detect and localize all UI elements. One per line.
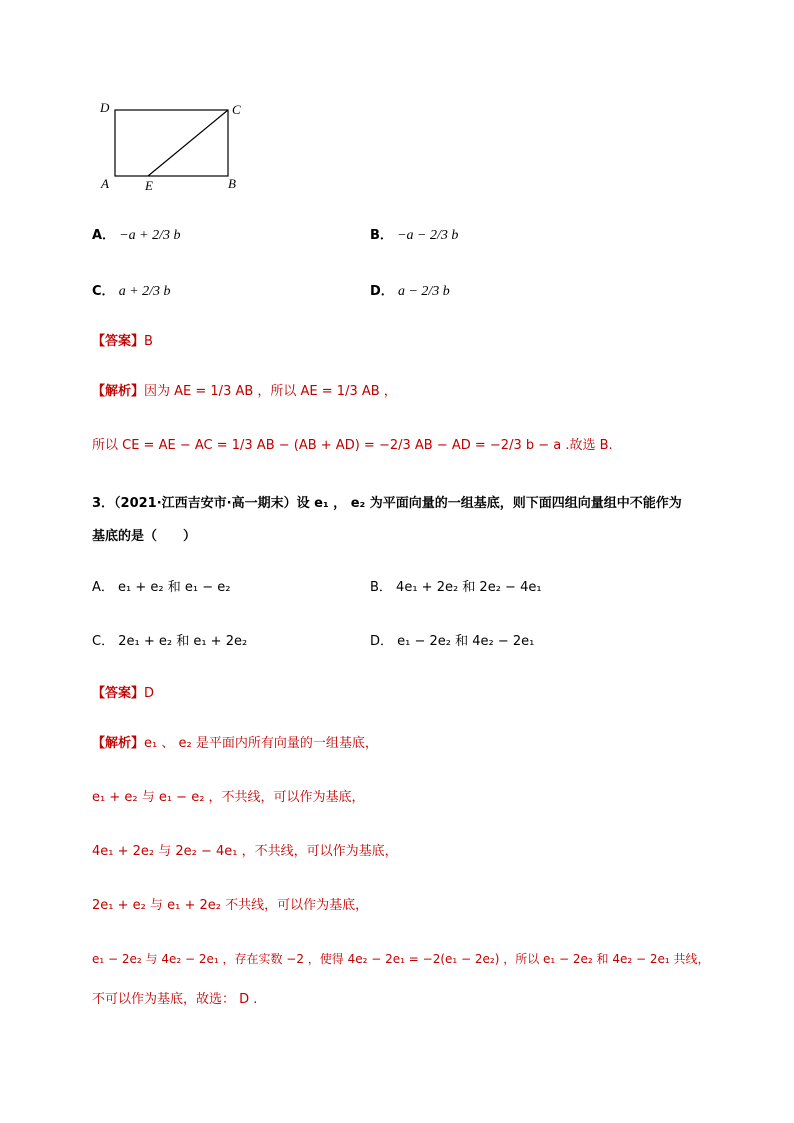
label-d: D (100, 100, 110, 115)
q2-option-d-label: D． (370, 284, 394, 299)
q2-option-a (92, 224, 181, 244)
label-a: A (101, 176, 109, 191)
rectangle-figure (95, 98, 255, 198)
q3-option-a: A． e₁ + e₂ 和 e₁ − e₂ (92, 580, 231, 595)
q3-option-b: B． 4e₁ + 2e₂ 和 2e₂ − 4e₁ (370, 580, 542, 595)
q2-option-a-expr: −a + 2/3 b (119, 228, 181, 243)
q3-option-d: D． e₁ − 2e₂ 和 4e₂ − 2e₁ (370, 634, 535, 649)
rectangle-abcd (115, 110, 228, 176)
q3-answer-value: D (144, 686, 155, 701)
q2-option-a-label: A． (92, 228, 116, 243)
q2-answer (92, 330, 153, 349)
segment-ec (148, 110, 228, 176)
q3-analysis-line6: 不可以作为基底，故选： D . (92, 992, 258, 1007)
q3-analysis-text1: e₁ 、 e₂ 是平面内所有向量的一组基底， (144, 736, 378, 751)
q2-option-b-label: B． (370, 228, 393, 243)
q3-answer (92, 682, 154, 701)
q2-option-b (370, 224, 458, 244)
q3-analysis-line3: 4e₁ + 2e₂ 与 2e₂ − 4e₁ ，不共线，可以作为基底， (92, 844, 398, 859)
q3-analysis-line4: 2e₁ + e₂ 与 e₁ + 2e₂ 不共线，可以作为基底， (92, 898, 369, 913)
label-c: C (232, 102, 241, 117)
q2-answer-tag: 【答案】 (92, 334, 145, 349)
q2-option-d-expr: a − 2/3 b (397, 284, 450, 299)
q3-answer-tag: 【答案】 (92, 686, 145, 701)
q2-analysis-line1 (92, 380, 397, 399)
q2-analysis-line2: 所以 CE = AE − AC = 1/3 AB − (AB + AD) = −2/3 AB − AD = −2/3 b − a .故选 B. (92, 438, 613, 453)
q3-stem-line2: 基底的是（ ） (92, 529, 197, 544)
label-e: E (145, 178, 153, 193)
q2-option-c (92, 280, 171, 300)
q3-option-c: C． 2e₁ + e₂ 和 e₁ + 2e₂ (92, 634, 248, 649)
q3-stem-line1: 3．（2021·江西吉安市·高一期末）设 e₁ ， e₂ 为平面向量的一组基底，则下面四组向量组中不能作为 (92, 496, 682, 511)
q2-analysis-tag: 【解析】 (92, 384, 145, 399)
q3-analysis-line1 (92, 732, 378, 751)
q2-option-b-expr: −a − 2/3 b (397, 228, 459, 243)
q2-option-c-label: C． (92, 284, 115, 299)
q3-analysis-tag: 【解析】 (92, 736, 145, 751)
label-b: B (228, 176, 236, 191)
q2-answer-value: B (144, 334, 153, 349)
q3-analysis-line2: e₁ + e₂ 与 e₁ − e₂ ，不共线，可以作为基底， (92, 790, 365, 805)
q2-option-c-expr: a + 2/3 b (118, 284, 171, 299)
q2-analysis-text1: 因为 AE = 1/3 AB ，所以 AE = 1/3 AB ， (144, 384, 397, 399)
q2-option-d (370, 280, 450, 300)
q3-analysis-line5: e₁ − 2e₂ 与 4e₂ − 2e₁ ，存在实数 −2 ，使得 4e₂ − 2e₁ = −2(e₁ − 2e₂) ，所以 e₁ − 2e₂ 和 4e₂ − 2e₁ 共线， (92, 952, 710, 966)
